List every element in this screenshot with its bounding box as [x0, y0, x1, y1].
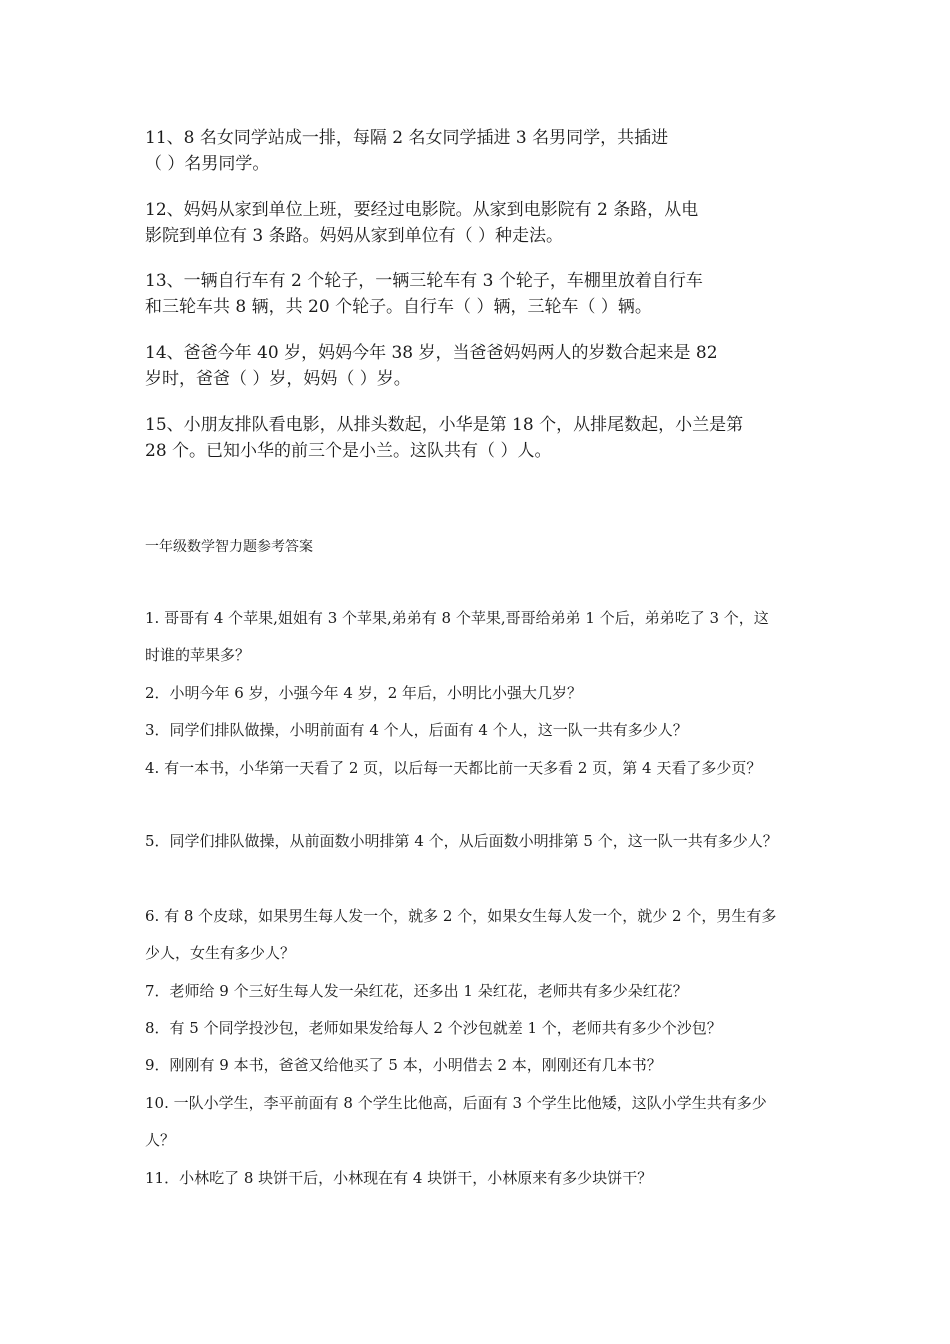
- problem-15-line-2: 28 个。已知小华的前三个是小兰。这队共有（ ）人。: [145, 441, 552, 461]
- problem-12-line-2: 影院到单位有 3 条路。妈妈从家到单位有（ ）种走法。: [145, 226, 564, 246]
- problem-11-line-1: 11、8 名女同学站成一排，每隔 2 名女同学插进 3 名男同学，共插进: [145, 128, 669, 148]
- problem-11-line-2: （ ）名男同学。: [145, 154, 270, 174]
- answer-10-line-2: 人？: [145, 1131, 176, 1149]
- problem-12-line-1: 12、妈妈从家到单位上班，要经过电影院。从家到电影院有 2 条路，从电: [145, 200, 699, 220]
- answer-8: 8．有 5 个同学投沙包，老师如果发给每人 2 个沙包就差 1 个，老师共有多少个沙包？: [145, 1019, 722, 1037]
- answers-title: 一年级数学智力题参考答案: [145, 539, 313, 555]
- problem-14-line-1: 14、爸爸今年 40 岁，妈妈今年 38 岁，当爸爸妈妈两人的岁数合起来是 82: [145, 343, 718, 363]
- answer-1-line-2: 时谁的苹果多？: [145, 646, 251, 664]
- answer-5: 5．同学们排队做操，从前面数小明排第 4 个，从后面数小明排第 5 个，这一队一共有多少人？: [145, 832, 778, 850]
- problem-15-line-1: 15、小朋友排队看电影，从排头数起，小华是第 18 个，从排尾数起，小兰是第: [145, 415, 744, 435]
- answer-9: 9．刚刚有 9 本书，爸爸又给他买了 5 本，小明借去 2 本，刚刚还有几本书？: [145, 1056, 662, 1074]
- problem-14-line-2: 岁时，爸爸（ ）岁，妈妈（ ）岁。: [145, 369, 411, 389]
- answer-10-line-1: 10. 一队小学生，李平前面有 8 个学生比他高，后面有 3 个学生比他矮，这队小学生共有多少: [145, 1094, 767, 1112]
- answer-1-line-1: 1. 哥哥有 4 个苹果,姐姐有 3 个苹果,弟弟有 8 个苹果,哥哥给弟弟 1 个后，弟弟吃了 3 个，这: [145, 609, 769, 627]
- answer-6-line-2: 少人，女生有多少人？: [145, 944, 296, 962]
- answer-3: 3．同学们排队做操，小明前面有 4 个人，后面有 4 个人，这一队一共有多少人？: [145, 721, 688, 739]
- answer-6-line-1: 6. 有 8 个皮球，如果男生每人发一个，就多 2 个，如果女生每人发一个，就少 2 个，男生有多: [145, 907, 777, 925]
- answer-2: 2．小明今年 6 岁，小强今年 4 岁，2 年后，小明比小强大几岁？: [145, 684, 583, 702]
- answer-4: 4. 有一本书，小华第一天看了 2 页，以后每一天都比前一天多看 2 页，第 4 天看了多少页？: [145, 759, 762, 777]
- answer-11: 11．小林吃了 8 块饼干后，小林现在有 4 块饼干，小林原来有多少块饼干？: [145, 1169, 653, 1187]
- problem-13-line-2: 和三轮车共 8 辆，共 20 个轮子。自行车（ ）辆，三轮车（ ）辆。: [145, 297, 652, 317]
- problem-13-line-1: 13、一辆自行车有 2 个轮子，一辆三轮车有 3 个轮子，车棚里放着自行车: [145, 271, 703, 291]
- answer-7: 7．老师给 9 个三好生每人发一朵红花，还多出 1 朵红花，老师共有多少朵红花？: [145, 982, 688, 1000]
